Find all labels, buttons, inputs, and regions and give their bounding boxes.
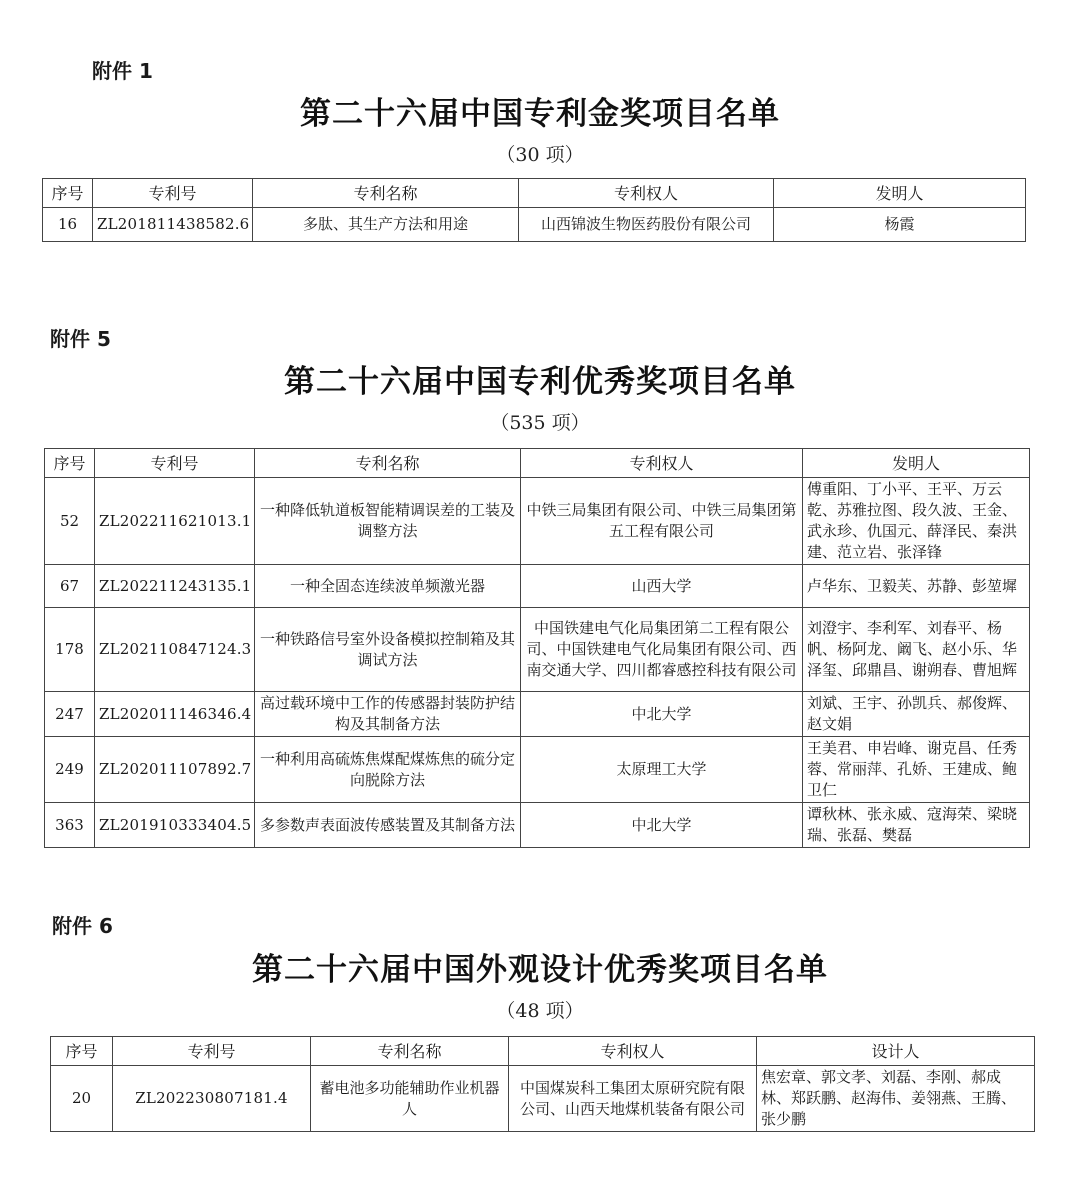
table-row — [45, 608, 1030, 692]
cell-inventor: 谭秋林、张永威、寇海荣、梁晓瑞、张磊、樊磊 — [803, 803, 1030, 848]
cell-patentee: 太原理工大学 — [521, 737, 803, 803]
cell-inventor: 傅重阳、丁小平、王平、万云乾、苏雅拉图、段久波、王金、武永珍、仇国元、薛泽民、秦洪建、范立岩、张泽锋 — [803, 478, 1030, 565]
header-seq: 序号 — [43, 179, 93, 208]
cell-patent-name: 一种降低轨道板智能精调误差的工装及调整方法 — [255, 478, 521, 565]
attachment-label: 附件 5 — [50, 327, 111, 351]
header-patent-no: 专利号 — [95, 449, 255, 478]
cell-patent-no: ZL202211621013.1 — [95, 478, 255, 565]
excellence-award-table — [44, 448, 1030, 848]
table-header-row — [43, 179, 1026, 208]
cell-inventor: 卢华东、卫毅芙、苏静、彭堃墀 — [803, 565, 1030, 608]
cell-patentee: 中北大学 — [521, 692, 803, 737]
section-count: （535 项） — [490, 412, 590, 434]
table-header-row — [45, 449, 1030, 478]
table-row — [45, 692, 1030, 737]
cell-inventor: 刘澄宇、李利军、刘春平、杨帆、杨阿龙、阚飞、赵小乐、华泽玺、邱鼎昌、谢朔春、曹旭辉 — [803, 608, 1030, 692]
cell-patentee: 中国铁建电气化局集团第二工程有限公司、中国铁建电气化局集团有限公司、西南交通大学、四川都睿感控科技有限公司 — [521, 608, 803, 692]
section-count: （48 项） — [496, 1000, 584, 1022]
cell-patentee: 山西大学 — [521, 565, 803, 608]
header-patentee: 专利权人 — [509, 1037, 757, 1066]
header-seq: 序号 — [51, 1037, 113, 1066]
cell-seq: 247 — [45, 692, 95, 737]
cell-patent-name: 高过载环境中工作的传感器封装防护结构及其制备方法 — [255, 692, 521, 737]
section-title: 第二十六届中国专利金奖项目名单 — [300, 96, 780, 132]
section-title: 第二十六届中国外观设计优秀奖项目名单 — [252, 952, 828, 988]
header-patent-name: 专利名称 — [255, 449, 521, 478]
cell-patent-no: ZL202230807181.4 — [113, 1066, 311, 1132]
cell-seq: 178 — [45, 608, 95, 692]
table-row — [45, 737, 1030, 803]
cell-patentee: 中铁三局集团有限公司、中铁三局集团第五工程有限公司 — [521, 478, 803, 565]
table-row — [43, 208, 1026, 242]
header-patentee: 专利权人 — [519, 179, 774, 208]
cell-patent-no: ZL202011146346.4 — [95, 692, 255, 737]
header-patent-name: 专利名称 — [311, 1037, 509, 1066]
header-patentee: 专利权人 — [521, 449, 803, 478]
header-seq: 序号 — [45, 449, 95, 478]
cell-patentee: 山西锦波生物医药股份有限公司 — [519, 208, 774, 242]
cell-seq: 363 — [45, 803, 95, 848]
cell-patent-no: ZL202211243135.1 — [95, 565, 255, 608]
cell-seq: 67 — [45, 565, 95, 608]
cell-patentee: 中北大学 — [521, 803, 803, 848]
cell-seq: 20 — [51, 1066, 113, 1132]
cell-patent-no: ZL201811438582.6 — [93, 208, 253, 242]
cell-patent-name: 多肽、其生产方法和用途 — [253, 208, 519, 242]
cell-patent-no: ZL202011107892.7 — [95, 737, 255, 803]
cell-seq: 249 — [45, 737, 95, 803]
header-patent-name: 专利名称 — [253, 179, 519, 208]
cell-designer: 焦宏章、郭文孝、刘磊、李刚、郝成林、郑跃鹏、赵海伟、姜翎燕、王腾、张少鹏 — [757, 1066, 1035, 1132]
cell-inventor: 王美君、申岩峰、谢克昌、任秀蓉、常丽萍、孔娇、王建成、鲍卫仁 — [803, 737, 1030, 803]
table-header-row — [51, 1037, 1035, 1066]
table-row — [45, 565, 1030, 608]
attachment-label: 附件 6 — [52, 914, 113, 938]
attachment-label: 附件 1 — [92, 59, 153, 83]
cell-inventor: 刘斌、王宇、孙凯兵、郝俊辉、赵文娟 — [803, 692, 1030, 737]
header-designer: 设计人 — [757, 1037, 1035, 1066]
table-row — [45, 803, 1030, 848]
gold-award-table — [42, 178, 1026, 242]
cell-patent-name: 一种铁路信号室外设备模拟控制箱及其调试方法 — [255, 608, 521, 692]
section-title: 第二十六届中国专利优秀奖项目名单 — [284, 364, 796, 400]
cell-patent-name: 多参数声表面波传感装置及其制备方法 — [255, 803, 521, 848]
cell-patent-name: 一种利用高硫炼焦煤配煤炼焦的硫分定向脱除方法 — [255, 737, 521, 803]
cell-patent-name: 蓄电池多功能辅助作业机器人 — [311, 1066, 509, 1132]
cell-patentee: 中国煤炭科工集团太原研究院有限公司、山西天地煤机装备有限公司 — [509, 1066, 757, 1132]
cell-patent-no: ZL202110847124.3 — [95, 608, 255, 692]
table-row — [51, 1066, 1035, 1132]
header-patent-no: 专利号 — [93, 179, 253, 208]
cell-patent-name: 一种全固态连续波单频激光器 — [255, 565, 521, 608]
design-award-table — [50, 1036, 1035, 1132]
header-inventor: 发明人 — [803, 449, 1030, 478]
cell-seq: 16 — [43, 208, 93, 242]
section-count: （30 项） — [496, 144, 584, 166]
cell-seq: 52 — [45, 478, 95, 565]
cell-inventor: 杨霞 — [774, 208, 1026, 242]
table-row — [45, 478, 1030, 565]
header-patent-no: 专利号 — [113, 1037, 311, 1066]
header-inventor: 发明人 — [774, 179, 1026, 208]
cell-patent-no: ZL201910333404.5 — [95, 803, 255, 848]
